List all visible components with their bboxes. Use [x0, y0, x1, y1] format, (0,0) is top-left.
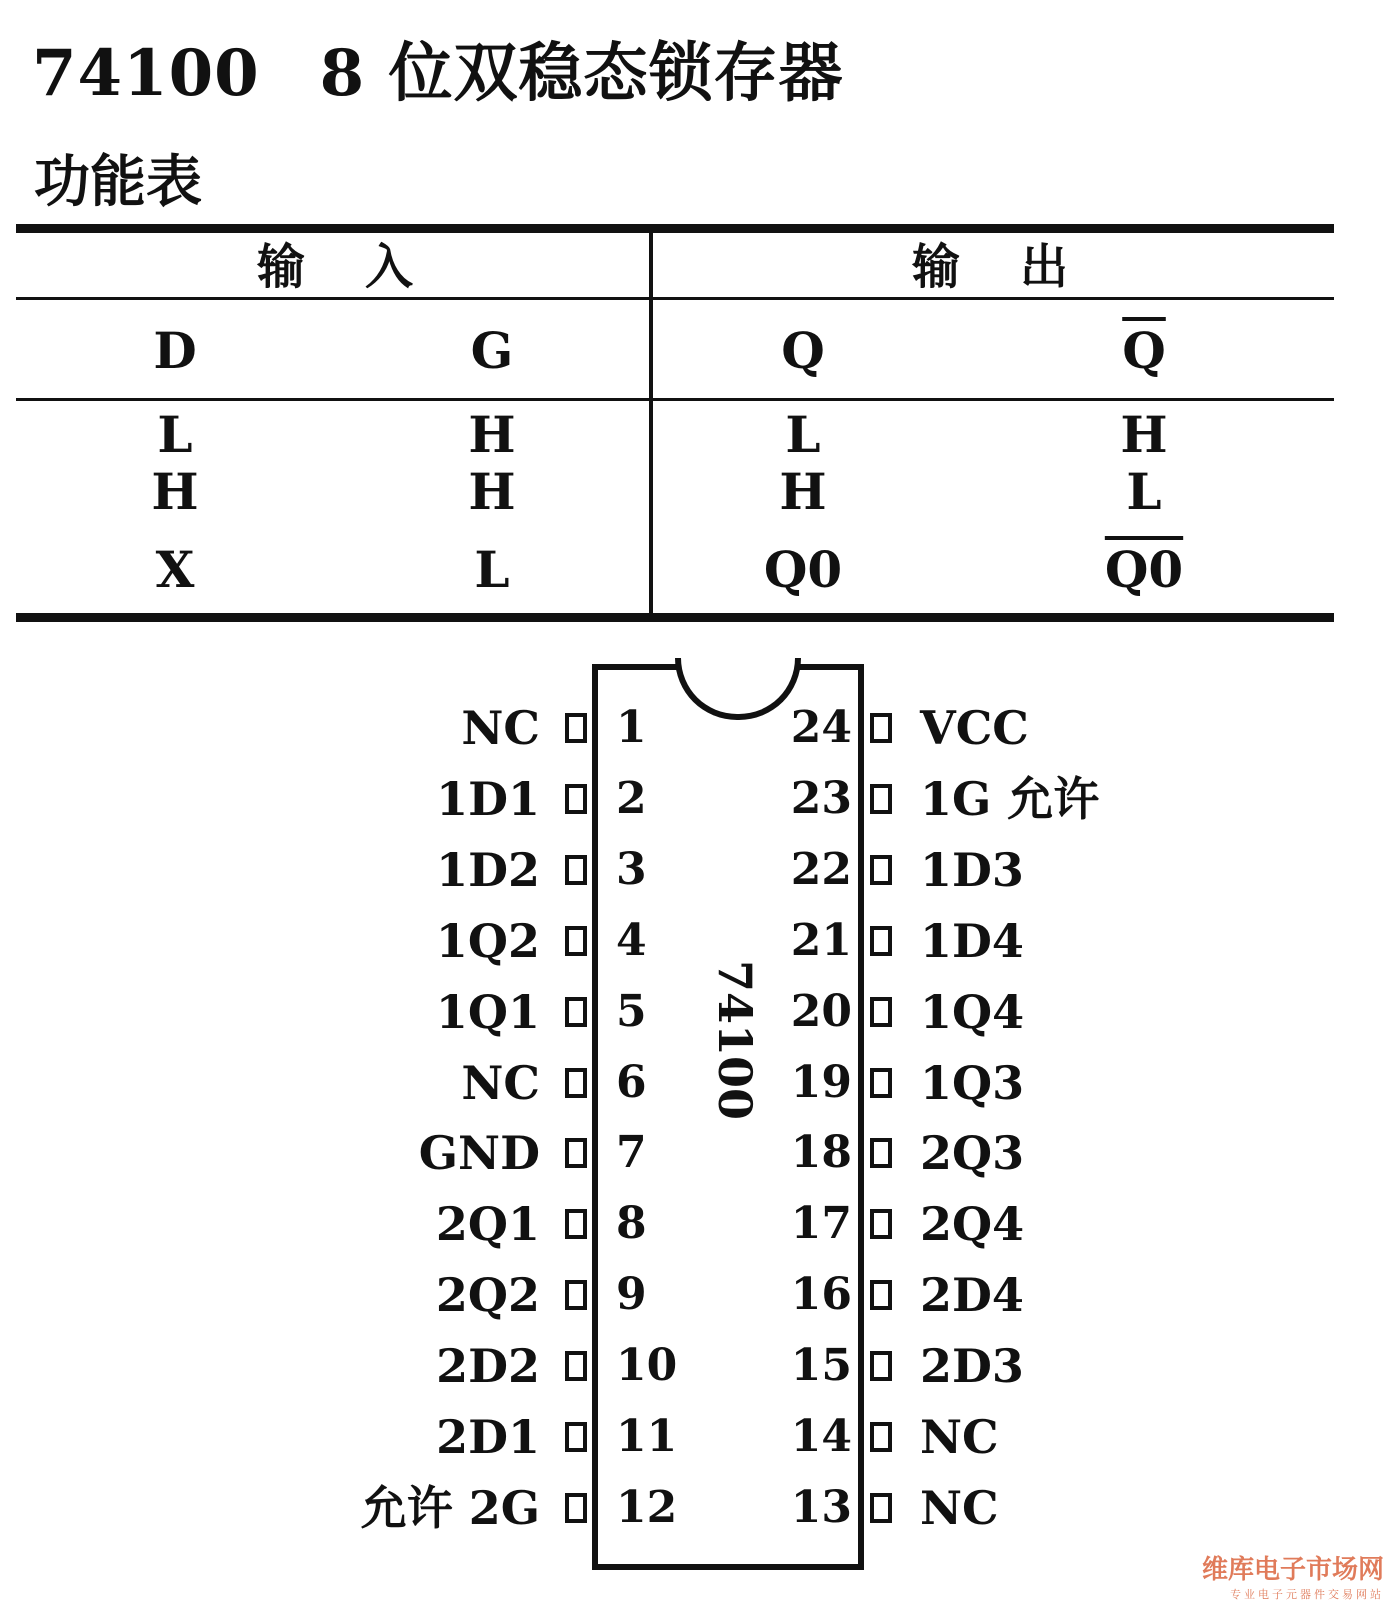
watermark-brand: 维库电子市场网	[1201, 1555, 1384, 1585]
right-pin-number: 17	[790, 1198, 852, 1250]
inputs-group-header: 输入	[256, 239, 474, 295]
device-description: 8 位双稳态锁存器	[319, 36, 844, 111]
left-pin-box	[565, 855, 587, 885]
right-pin-label: VCC	[920, 701, 1029, 755]
right-pin-number: 15	[790, 1340, 852, 1392]
left-pin-label: 1Q2	[435, 913, 540, 968]
right-pin-label: 1G 允许	[920, 771, 1100, 826]
table-divider	[649, 233, 653, 615]
left-pin-number: 12	[616, 1481, 678, 1533]
table-cell: Q0	[763, 540, 843, 599]
table-cell: L	[1126, 462, 1162, 521]
left-pin-number: 1	[616, 702, 647, 753]
left-pin-box	[565, 1280, 587, 1310]
right-pin-number: 18	[790, 1127, 852, 1179]
left-pin-label: 2Q2	[435, 1268, 540, 1323]
outputs-group-header: 输出	[911, 239, 1129, 295]
column-header-d: D	[153, 321, 197, 380]
table-cell: L	[157, 405, 193, 464]
left-pin-box	[565, 997, 587, 1027]
right-pin-label: 1Q4	[920, 984, 1025, 1039]
right-pin-box	[870, 713, 892, 743]
left-pin-box	[565, 784, 587, 814]
page-title	[32, 22, 843, 114]
right-pin-box	[870, 926, 892, 956]
chip-name: 74100	[708, 959, 762, 1121]
left-pin-number: 9	[616, 1269, 647, 1321]
left-pin-label: 2D1	[436, 1410, 540, 1464]
right-pin-number: 24	[790, 702, 852, 753]
table-cell: H	[1120, 405, 1168, 464]
right-pin-box	[870, 1351, 892, 1381]
table-cell: H	[151, 462, 199, 521]
right-pin-box	[870, 784, 892, 814]
left-pin-label: 1Q1	[435, 984, 540, 1039]
left-pin-box	[565, 926, 587, 956]
left-pin-label: NC	[461, 701, 540, 755]
function-table-heading: 功能表	[34, 149, 202, 215]
table-cell-q0-bar: Q0	[1104, 540, 1184, 599]
table-cell: L	[785, 405, 821, 464]
table-cell: X	[155, 540, 195, 599]
table-top-rule	[16, 224, 1334, 233]
left-pin-box	[565, 713, 587, 743]
table-group-rule	[16, 297, 1334, 300]
left-pin-number: 11	[616, 1411, 678, 1462]
right-pin-label: NC	[920, 1480, 999, 1535]
left-pin-number: 3	[616, 843, 647, 895]
left-pin-box	[565, 1209, 587, 1239]
right-pin-label: NC	[920, 1410, 999, 1464]
right-pin-number: 22	[790, 843, 852, 895]
left-pin-box	[565, 1068, 587, 1098]
right-pin-label: 1Q3	[920, 1055, 1025, 1110]
left-pin-label: 2Q1	[435, 1197, 540, 1252]
right-pin-number: 14	[790, 1411, 852, 1462]
left-pin-box	[565, 1493, 587, 1523]
right-pin-box	[870, 1068, 892, 1098]
left-pin-label: NC	[461, 1055, 540, 1110]
watermark	[1202, 1549, 1384, 1602]
right-pin-number: 20	[790, 985, 852, 1037]
right-pin-label: 2D3	[920, 1339, 1024, 1394]
column-header-g: G	[470, 321, 514, 380]
left-pin-label: 1D2	[436, 842, 540, 897]
right-pin-box	[870, 1493, 892, 1523]
column-header-q-bar: $\overline{Q}$	[1122, 321, 1166, 380]
right-pin-label: 1D4	[920, 913, 1024, 968]
right-pin-box	[870, 1280, 892, 1310]
left-pin-label: 允许 2G	[360, 1480, 540, 1535]
table-cell: H	[468, 462, 516, 521]
left-pin-number: 6	[616, 1056, 647, 1108]
table-cell: H	[779, 462, 827, 521]
left-pin-number: 10	[616, 1340, 678, 1392]
table-header-rule	[16, 398, 1334, 401]
left-pin-number: 8	[616, 1198, 647, 1250]
right-pin-box	[870, 997, 892, 1027]
right-pin-number: 21	[790, 914, 852, 966]
column-header-q: Q	[781, 321, 825, 380]
right-pin-number: 13	[790, 1481, 852, 1533]
right-pin-box	[870, 1209, 892, 1239]
right-pin-box	[870, 1422, 892, 1452]
left-pin-label: GND	[418, 1126, 540, 1181]
right-pin-number: 19	[790, 1056, 852, 1108]
left-pin-label: 1D1	[436, 771, 540, 826]
watermark-tagline: 专业电子元器件交易网站	[1230, 1588, 1384, 1601]
table-cell: L	[474, 540, 510, 599]
right-pin-label: 2Q4	[920, 1197, 1025, 1252]
left-pin-number: 5	[616, 985, 647, 1037]
left-pin-box	[565, 1422, 587, 1452]
left-pin-label: 2D2	[436, 1339, 540, 1394]
right-pin-label: 2D4	[920, 1268, 1024, 1323]
table-bottom-rule	[16, 613, 1334, 622]
right-pin-box	[870, 1138, 892, 1168]
left-pin-number: 7	[616, 1127, 647, 1179]
left-pin-number: 2	[616, 772, 647, 824]
left-pin-number: 4	[616, 914, 647, 966]
part-number: 74100	[32, 36, 260, 111]
right-pin-number: 23	[790, 772, 852, 824]
right-pin-number: 16	[790, 1269, 852, 1321]
table-cell: H	[468, 405, 516, 464]
right-pin-box	[870, 855, 892, 885]
right-pin-label: 1D3	[920, 842, 1024, 897]
right-pin-label: 2Q3	[920, 1126, 1025, 1181]
left-pin-box	[565, 1138, 587, 1168]
left-pin-box	[565, 1351, 587, 1381]
